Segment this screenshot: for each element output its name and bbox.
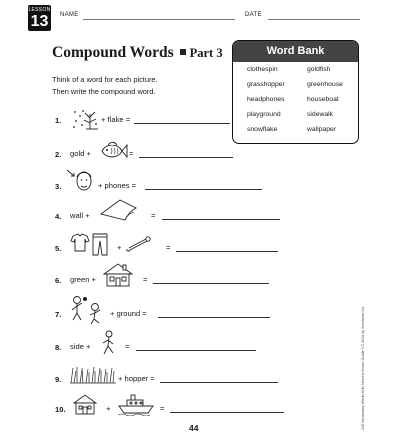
head-icon: [65, 168, 95, 194]
instruction-line-1: Think of a word for each picture.: [52, 75, 158, 84]
item-5-plus: +: [117, 243, 122, 252]
answer-line-10[interactable]: [170, 412, 284, 413]
title-main: Compound Words: [52, 44, 174, 61]
item-number: 8.: [55, 343, 62, 352]
answer-line-5[interactable]: [176, 251, 278, 252]
word-bank: [232, 40, 359, 144]
item-number: 9.: [55, 375, 62, 384]
answer-line-7[interactable]: [158, 317, 270, 318]
title-square-bullet: [180, 49, 186, 55]
answer-line-3[interactable]: [145, 189, 262, 190]
fish-icon: [98, 140, 128, 162]
item-4-prefix: wall +: [70, 211, 90, 220]
house-icon: [72, 393, 98, 415]
answer-line-9[interactable]: [160, 382, 278, 383]
answer-line-2[interactable]: [139, 157, 233, 158]
children-playing-icon: [67, 295, 107, 325]
word-bank-word: sidewalk: [307, 111, 334, 118]
item-6-prefix: green +: [70, 275, 96, 284]
word-bank-word: clothespin: [247, 66, 278, 73]
item-number: 4.: [55, 212, 62, 221]
item-2-text: =: [129, 149, 134, 158]
word-bank-word: headphones: [247, 96, 285, 103]
instruction-line-2: Then write the compound word.: [52, 87, 156, 96]
item-3-text: + phones =: [98, 181, 137, 190]
item-number: 3.: [55, 182, 62, 191]
item-5-text: =: [166, 243, 171, 252]
word-bank-word: playground: [247, 111, 281, 118]
house-icon: [101, 262, 135, 288]
item-10-text: =: [160, 404, 165, 413]
item-number: 5.: [55, 244, 62, 253]
grass-icon: [70, 364, 116, 384]
answer-line-6[interactable]: [153, 283, 269, 284]
page-title: [52, 44, 223, 62]
word-bank-title: Word Bank: [233, 41, 358, 62]
name-field[interactable]: [83, 19, 235, 20]
word-bank-word: grasshopper: [247, 81, 285, 88]
clothes-icon: [69, 231, 111, 257]
word-bank-word: snowflake: [247, 126, 278, 133]
name-label: NAME: [60, 12, 79, 18]
word-bank-word: houseboat: [307, 96, 339, 103]
lesson-badge: [28, 5, 51, 31]
item-number: 10.: [55, 405, 66, 414]
item-number: 6.: [55, 276, 62, 285]
item-8-prefix: side +: [70, 342, 91, 351]
word-bank-word: greenhouse: [307, 81, 343, 88]
copyright-text: 240 Vocabulary Words Kids Need to Know: Grade 3 © 2012 by Scholastic Inc.: [361, 305, 365, 430]
answer-line-1[interactable]: [134, 123, 230, 124]
item-9-text: + hopper =: [118, 374, 155, 383]
item-8-text: =: [125, 342, 130, 351]
answer-line-4[interactable]: [162, 219, 280, 220]
copyright-note: [361, 300, 367, 430]
paper-icon: [98, 198, 138, 222]
title-part: Part 3: [189, 46, 223, 60]
date-field[interactable]: [268, 19, 360, 20]
safety-pin-icon: [126, 234, 152, 252]
answer-line-8[interactable]: [136, 350, 256, 351]
item-7-text: + ground =: [110, 309, 147, 318]
item-number: 1.: [55, 116, 62, 125]
date-label: DATE: [245, 12, 262, 18]
snow-icon: [71, 108, 99, 130]
item-4-text: =: [151, 211, 156, 220]
item-2-prefix: gold +: [70, 149, 91, 158]
walking-person-icon: [96, 330, 122, 356]
item-6-text: =: [143, 275, 148, 284]
lesson-number: 13: [30, 13, 49, 30]
lesson-label: LESSON: [28, 7, 51, 13]
page-number: 44: [189, 423, 199, 433]
word-bank-list: [233, 62, 358, 143]
word-bank-word: goldfish: [307, 66, 331, 73]
item-1-text: + flake =: [101, 115, 131, 124]
boat-icon: [117, 392, 155, 416]
item-number: 7.: [55, 310, 62, 319]
item-10-plus: +: [106, 404, 111, 413]
item-number: 2.: [55, 150, 62, 159]
word-bank-word: wallpaper: [307, 126, 337, 133]
